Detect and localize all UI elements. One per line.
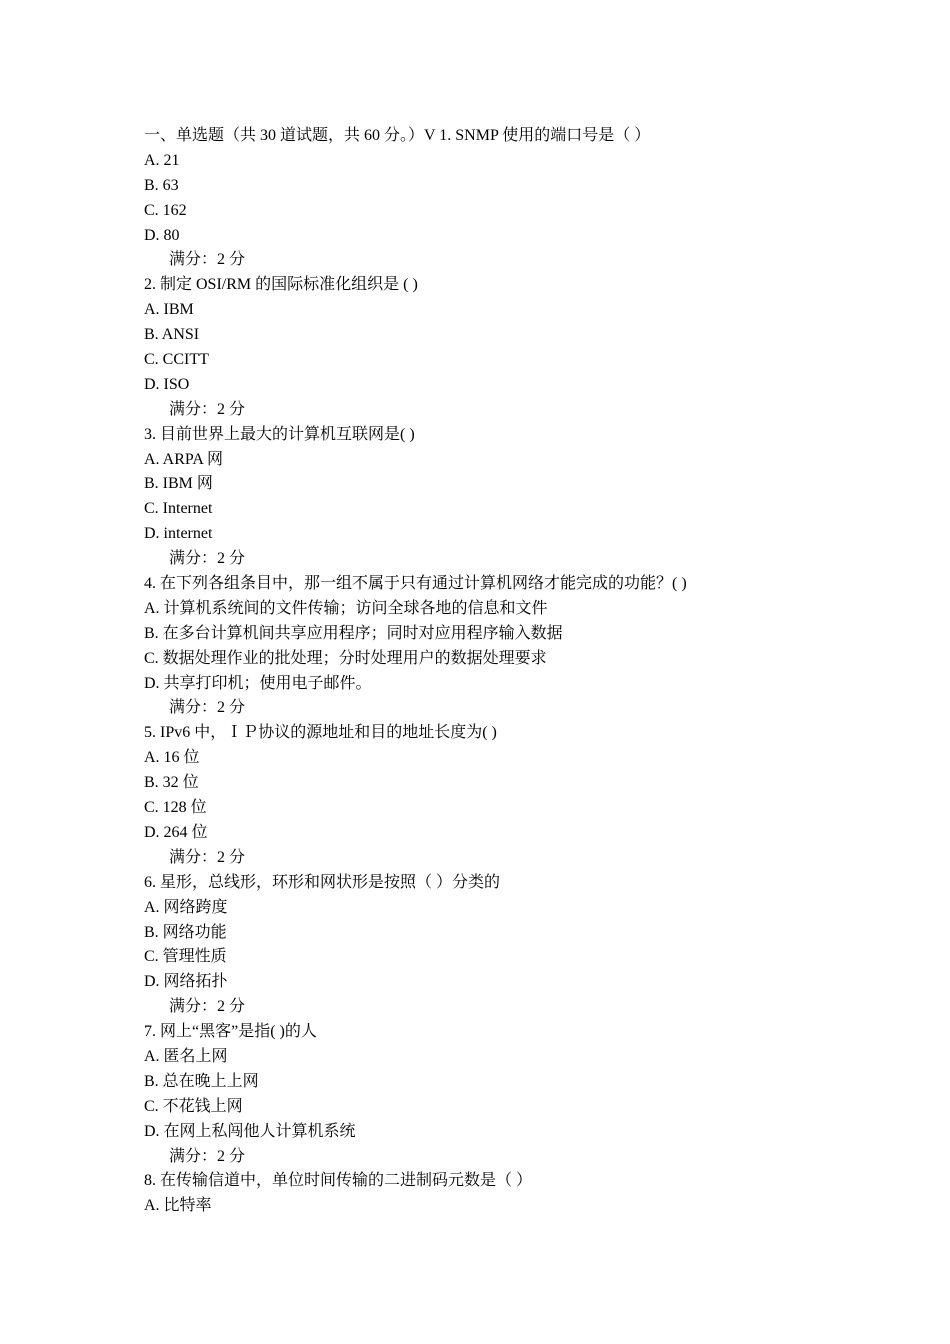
option-3c: C. Internet [144, 500, 213, 518]
score-6: 满分：2 分 [169, 998, 246, 1016]
option-7d: D. 在网上私闯他人计算机系统 [144, 1122, 356, 1140]
option-5a: A. 16 位 [144, 749, 200, 767]
option-6b: B. 网络功能 [144, 923, 227, 941]
option-7c: C. 不花钱上网 [144, 1097, 243, 1115]
score-1: 满分：2 分 [169, 251, 246, 269]
option-5c: C. 128 位 [144, 799, 207, 817]
option-3d: D. internet [144, 525, 213, 543]
score-4: 满分：2 分 [169, 699, 246, 717]
option-3a: A. ARPA 网 [144, 450, 224, 468]
option-6a: A. 网络跨度 [144, 898, 228, 916]
option-2a: A. IBM [144, 301, 194, 319]
section-header: 一、单选题（共 30 道试题，共 60 分。）V 1. SNMP 使用的端口号是（ ） [144, 127, 651, 144]
option-5b: B. 32 位 [144, 774, 199, 792]
option-4a: A. 计算机系统间的文件传输；访问全球各地的信息和文件 [144, 599, 548, 617]
option-2c: C. CCITT [144, 351, 209, 369]
question-4-stem: 4. 在下列各组条目中，那一组不属于只有通过计算机网络才能完成的功能？( ) [144, 575, 687, 593]
option-3b: B. IBM 网 [144, 475, 213, 493]
option-2d: D. ISO [144, 375, 190, 393]
score-7: 满分：2 分 [169, 1147, 246, 1165]
option-4c: C. 数据处理作业的批处理；分时处理用户的数据处理要求 [144, 649, 547, 667]
option-1b: B. 63 [144, 176, 179, 194]
question-2-stem: 2. 制定 OSI/RM 的国际标准化组织是 ( ) [144, 276, 418, 294]
option-2b: B. ANSI [144, 326, 200, 344]
option-6d: D. 网络拓扑 [144, 973, 228, 991]
option-7b: B. 总在晚上上网 [144, 1072, 259, 1090]
question-3-stem: 3. 目前世界上最大的计算机互联网是( ) [144, 425, 415, 443]
score-5: 满分：2 分 [169, 848, 246, 866]
option-6c: C. 管理性质 [144, 948, 227, 966]
option-1c: C. 162 [144, 201, 187, 219]
option-8a: A. 比特率 [144, 1197, 212, 1215]
option-7a: A. 匿名上网 [144, 1047, 228, 1065]
score-3: 满分：2 分 [169, 550, 246, 568]
option-4b: B. 在多台计算机间共享应用程序；同时对应用程序输入数据 [144, 624, 563, 642]
question-5-stem: 5. IPv6 中，ＩＰ协议的源地址和目的地址长度为( ) [144, 724, 497, 742]
question-6-stem: 6. 星形，总线形，环形和网状形是按照（ ）分类的 [144, 873, 501, 891]
score-2: 满分：2 分 [169, 400, 246, 418]
question-7-stem: 7. 网上“黑客”是指( )的人 [144, 1023, 317, 1041]
option-1a: A. 21 [144, 151, 180, 169]
option-5d: D. 264 位 [144, 823, 208, 841]
question-list [144, 124, 824, 1219]
option-4d: D. 共享打印机；使用电子邮件。 [144, 674, 372, 692]
option-1d: D. 80 [144, 226, 180, 244]
question-8-stem: 8. 在传输信道中，单位时间传输的二进制码元数是（ ） [144, 1172, 533, 1190]
